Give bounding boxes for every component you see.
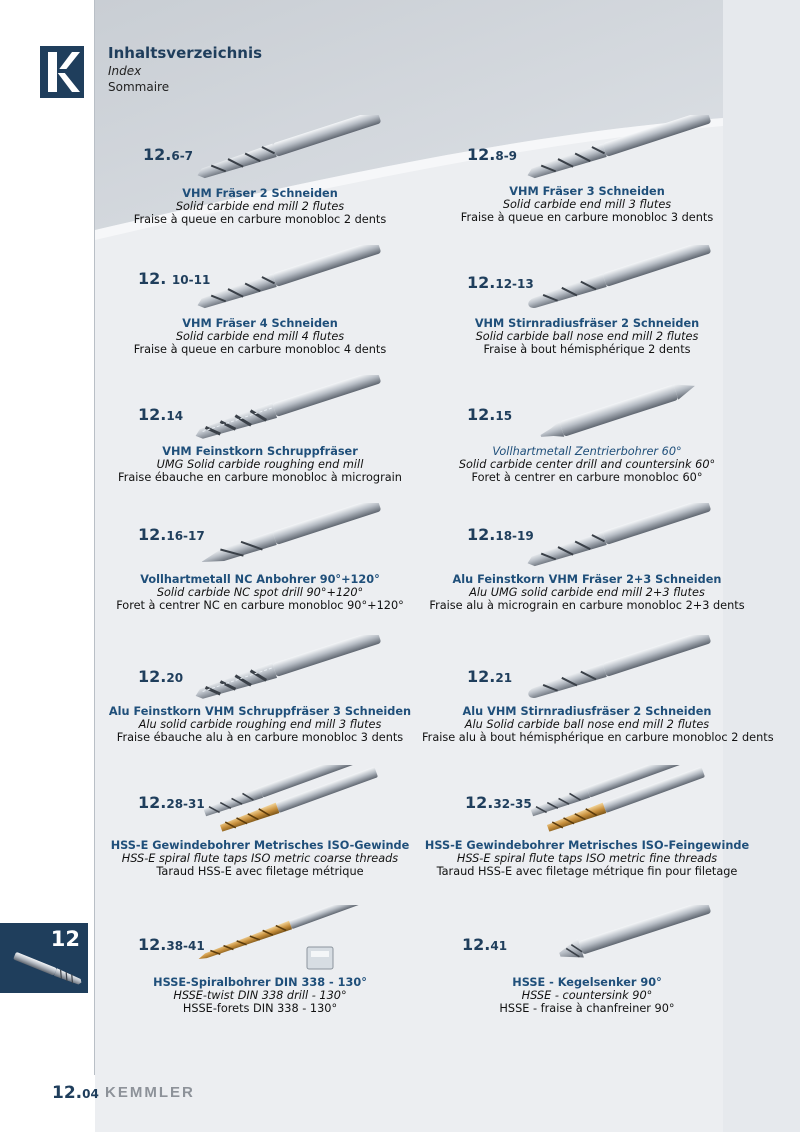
catalogue-entry[interactable] [95, 503, 425, 623]
catalogue-entry[interactable] [422, 765, 752, 885]
entry-title-fr: Taraud HSS-E avec filetage métrique [156, 865, 364, 878]
spot-drill-icon [180, 503, 390, 577]
entry-title-de: VHM Stirnradiusfräser 2 Schneiden [474, 317, 700, 330]
entry-page-sub: 32-35 [493, 797, 532, 811]
entry-description [95, 187, 425, 226]
entry-title-de: Vollhartmetall Zentrierbohrer 60° [492, 445, 682, 458]
entry-page-ref[interactable] [465, 793, 532, 812]
entry-title-fr: Fraise à queue en carbure monobloc 4 dents [133, 343, 387, 356]
alu-roughing-end-mill-icon [180, 635, 390, 709]
entry-title-en: Alu solid carbide roughing end mill 3 flutes [138, 718, 382, 731]
entry-title-en: HSSE-twist DIN 338 drill - 130° [173, 989, 347, 1002]
chapter-tab-number: 12 [50, 927, 80, 951]
page-subtitle-en: Index [108, 64, 142, 78]
entry-page-main: 12. [138, 935, 167, 954]
entry-title-en: HSS-E spiral flute taps ISO metric coarse threads [121, 852, 399, 865]
entry-title-fr: Fraise ébauche en carbure monobloc à micrograin [118, 471, 402, 484]
entry-title-fr: Fraise ébauche alu à en carbure monobloc 3 dents [116, 731, 404, 744]
catalogue-entry[interactable] [95, 245, 425, 365]
kemmler-k-logo-icon [40, 46, 84, 98]
entry-page-sub: 28-31 [166, 797, 205, 811]
page-number-sub: 04 [82, 1087, 99, 1101]
entry-page-sub: 15 [495, 409, 513, 423]
entry-page-main: 12. [138, 405, 167, 424]
entry-description [422, 185, 752, 224]
entry-description [422, 573, 752, 612]
entry-title-de: HSSE-Spiralbohrer DIN 338 - 130° [153, 976, 367, 989]
entry-page-sub: 14 [166, 409, 184, 423]
entry-page-sub: 18-19 [495, 529, 534, 543]
entry-title-de: VHM Fräser 4 Schneiden [182, 317, 338, 330]
entry-page-ref[interactable] [138, 935, 205, 954]
entry-page-main: 12. [467, 273, 496, 292]
entry-page-main: 12. [465, 793, 494, 812]
entry-title-en: Solid carbide end mill 4 flutes [175, 330, 345, 343]
entry-page-main: 12. [138, 667, 167, 686]
entry-title-de: HSS-E Gewindebohrer Metrisches ISO-Feingewinde [424, 839, 750, 852]
entry-title-en: Alu Solid carbide ball nose end mill 2 flutes [464, 718, 710, 731]
entry-title-en: Solid carbide end mill 2 flutes [175, 200, 345, 213]
entry-title-fr: Fraise à bout hémisphérique 2 dents [483, 343, 691, 356]
entry-page-sub: 8-9 [495, 149, 518, 163]
entry-description [95, 317, 425, 356]
page-header [108, 44, 262, 95]
entry-description [95, 705, 425, 744]
entry-page-sub: 20 [166, 671, 184, 685]
entry-description [95, 839, 425, 878]
entry-page-ref[interactable] [467, 273, 534, 292]
alu-ball-nose-end-mill-icon [510, 635, 720, 709]
catalogue-entry[interactable] [95, 635, 425, 755]
page-number-main: 12. [52, 1083, 83, 1103]
catalogue-entry[interactable] [422, 115, 752, 235]
end-mill-2-flutes-icon [180, 115, 390, 189]
twist-drill-icon [175, 905, 385, 979]
entry-title-fr: Foret à centrer NC en carbure monobloc 90°+120° [116, 599, 404, 612]
entry-title-fr: Foret à centrer en carbure monobloc 60° [471, 471, 703, 484]
entry-page-ref[interactable] [467, 667, 512, 686]
entry-title-fr: HSSE-forets DIN 338 - 130° [182, 1002, 338, 1015]
entry-title-de: Alu Feinstkorn VHM Fräser 2+3 Schneiden [452, 573, 722, 586]
entry-page-sub: 6-7 [171, 149, 194, 163]
entry-title-de: HSS-E Gewindebohrer Metrisches ISO-Gewinde [110, 839, 410, 852]
entry-page-sub: 41 [490, 939, 508, 953]
catalogue-entry[interactable] [422, 375, 752, 495]
entry-title-de: Vollhartmetall NC Anbohrer 90°+120° [140, 573, 380, 586]
entry-description [95, 573, 425, 612]
page-number [52, 1083, 99, 1103]
entry-description [422, 445, 752, 484]
end-mill-3-flutes-icon [510, 115, 720, 189]
entry-page-sub: 16-17 [166, 529, 205, 543]
entry-page-main: 12. [138, 269, 172, 288]
catalogue-entry[interactable] [95, 375, 425, 495]
catalogue-entry[interactable] [95, 765, 425, 885]
entry-title-fr: Fraise alu à micrograin en carbure monobloc 2+3 dents [429, 599, 745, 612]
ball-nose-end-mill-icon [510, 245, 720, 319]
entry-title-fr: Fraise à queue en carbure monobloc 3 dents [460, 211, 714, 224]
entry-page-main: 12. [467, 405, 496, 424]
entry-page-ref[interactable] [138, 405, 183, 424]
entry-title-de: Alu Feinstkorn VHM Schruppfräser 3 Schneiden [108, 705, 412, 718]
entry-title-de: HSSE - Kegelsenker 90° [512, 976, 662, 989]
entry-page-ref[interactable] [138, 269, 210, 288]
entry-page-main: 12. [467, 667, 496, 686]
entry-title-en: HSS-E spiral flute taps ISO metric fine threads [456, 852, 718, 865]
countersink-icon [510, 905, 720, 979]
brand-name: KEMMLER [105, 1084, 195, 1101]
end-mill-4-flutes-icon [180, 245, 390, 319]
catalogue-entry[interactable] [422, 245, 752, 365]
entry-page-main: 12. [462, 935, 491, 954]
entry-title-en: Solid carbide center drill and countersink 60° [458, 458, 716, 471]
alu-end-mill-icon [510, 503, 720, 577]
spiral-flute-taps-fine-icon [502, 765, 712, 839]
entry-title-fr: HSSE - fraise à chanfreiner 90° [499, 1002, 675, 1015]
entry-page-ref[interactable] [138, 793, 205, 812]
entry-title-en: Solid carbide NC spot drill 90°+120° [156, 586, 364, 599]
entry-title-en: HSSE - countersink 90° [521, 989, 653, 1002]
entry-title-en: Solid carbide end mill 3 flutes [502, 198, 672, 211]
entry-page-main: 12. [143, 145, 172, 164]
entry-title-de: Alu VHM Stirnradiusfräser 2 Schneiden [462, 705, 712, 718]
entry-page-sub: 10-11 [171, 273, 211, 287]
entry-page-sub: 12-13 [495, 277, 534, 291]
entry-description [95, 976, 425, 1015]
entry-page-ref[interactable] [143, 145, 193, 164]
entry-description [95, 445, 425, 484]
chapter-tab[interactable] [0, 923, 88, 993]
entry-title-de: VHM Fräser 3 Schneiden [509, 185, 665, 198]
entry-page-ref[interactable] [467, 145, 517, 164]
entry-page-main: 12. [138, 525, 167, 544]
page-title: Inhaltsverzeichnis [108, 44, 263, 62]
catalogue-entry[interactable] [422, 503, 752, 623]
entry-description [422, 317, 752, 356]
entry-title-fr: Fraise alu à bout hémisphérique en carbure monobloc 2 dents [422, 731, 774, 744]
entry-title-en: UMG Solid carbide roughing end mill [156, 458, 364, 471]
entry-description [422, 705, 774, 744]
entry-page-ref[interactable] [462, 935, 507, 954]
entry-title-fr: Taraud HSS-E avec filetage métrique fin pour filetage [436, 865, 738, 878]
entry-page-ref[interactable] [467, 525, 534, 544]
catalogue-entry[interactable] [422, 635, 774, 755]
entry-title-de: VHM Fräser 2 Schneiden [182, 187, 338, 200]
roughing-end-mill-icon [180, 375, 390, 449]
entry-page-ref[interactable] [467, 405, 512, 424]
catalogue-entry[interactable] [95, 115, 425, 235]
entry-page-main: 12. [467, 525, 496, 544]
entry-page-main: 12. [138, 793, 167, 812]
page-subtitle-fr: Sommaire [108, 80, 170, 94]
catalogue-entry[interactable] [422, 905, 752, 1025]
entry-description [422, 976, 752, 1015]
entry-title-en: Solid carbide ball nose end mill 2 flutes [475, 330, 699, 343]
tab-end-mill-icon [8, 949, 88, 989]
entry-page-sub: 21 [495, 671, 513, 685]
entry-title-en: Alu UMG solid carbide end mill 2+3 flutes [469, 586, 705, 599]
entry-page-ref[interactable] [138, 525, 205, 544]
center-drill-icon [510, 380, 720, 454]
entry-page-ref[interactable] [138, 667, 183, 686]
catalogue-entry[interactable] [95, 905, 425, 1025]
entry-title-de: VHM Feinstkorn Schruppfräser [162, 445, 358, 458]
entry-description [422, 839, 752, 878]
entry-page-sub: 38-41 [166, 939, 205, 953]
entry-page-main: 12. [467, 145, 496, 164]
spiral-flute-taps-icon [175, 765, 385, 839]
entry-title-fr: Fraise à queue en carbure monobloc 2 dents [133, 213, 387, 226]
